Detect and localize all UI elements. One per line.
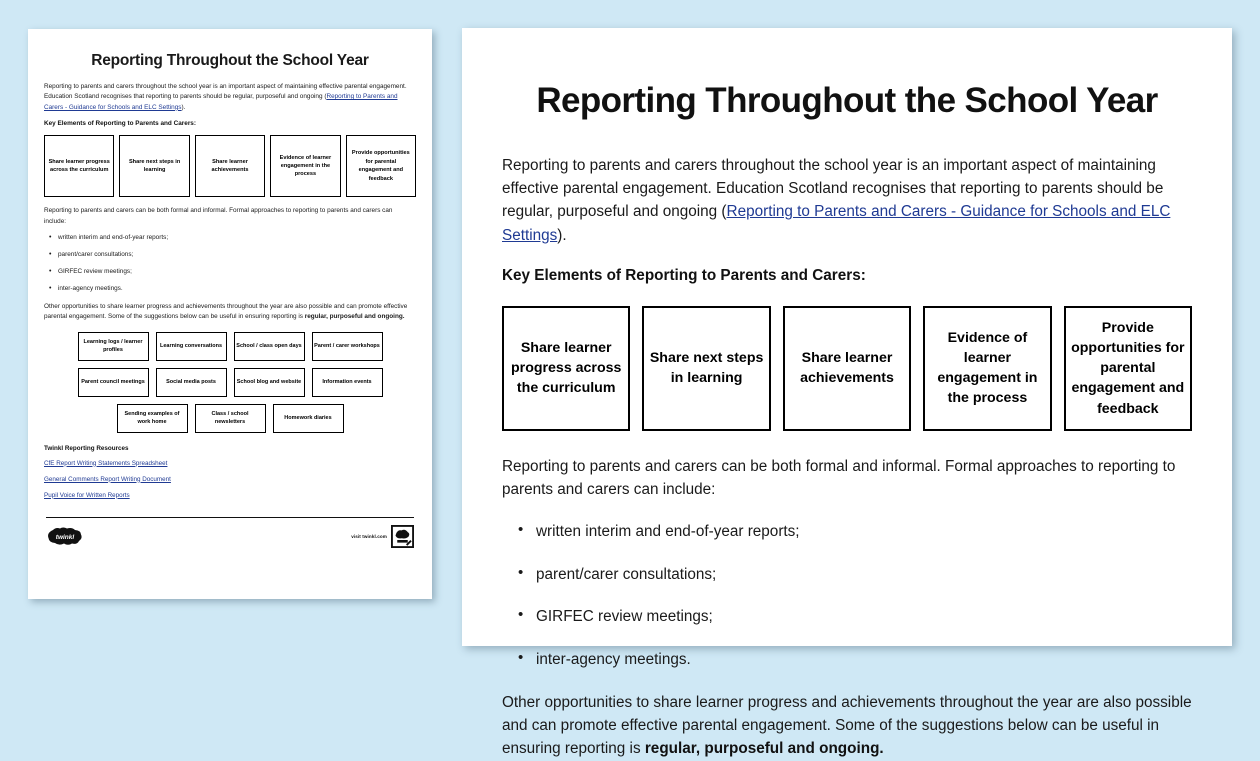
intro-paragraph	[502, 154, 1192, 247]
thumbnail-key-element-box: Share learner achievements	[195, 135, 265, 197]
thumbnail-key-element-box: Share learner progress across the curriculum	[44, 135, 114, 197]
key-element-box: Provide opportunities for parental engagement and feedback	[1064, 306, 1192, 431]
thumbnail-formal-list	[44, 234, 416, 294]
document-thumbnail-page[interactable]	[28, 29, 432, 599]
key-element-box: Evidence of learner engagement in the process	[923, 306, 1051, 431]
svg-text:twinkl: twinkl	[55, 533, 75, 541]
thumbnail-suggestions-row	[44, 332, 416, 361]
other-bold-text: regular, purposeful and ongoing.	[644, 740, 884, 758]
list-item: • GIRFEC review meetings;	[536, 606, 1192, 627]
document-preview-page[interactable]	[462, 28, 1232, 758]
key-element-box: Share learner progress across the curriculum	[502, 306, 630, 431]
footer-divider	[46, 517, 414, 518]
list-item: • parent/carer consultations;	[58, 251, 416, 260]
thumbnail-suggestions-grid	[44, 332, 416, 433]
visit-twinkl-text: visit twinkl.com	[351, 533, 387, 539]
suggestion-box: School blog and website	[234, 368, 305, 397]
resource-link[interactable]: CfE Report Writing Statements Spreadsheet	[44, 459, 168, 467]
thumbnail-other-paragraph	[44, 302, 416, 323]
formal-list	[502, 521, 1192, 670]
thumbnail-key-elements-heading: Key Elements of Reporting to Parents and Carers:	[44, 120, 196, 128]
twinkl-logo-icon	[46, 527, 84, 546]
list-item: • inter-agency meetings.	[58, 285, 416, 294]
thumbnail-key-elements-row	[44, 135, 416, 197]
intro-text-1: Reporting to parents and carers throughout the school year is an important aspect of maintaining effective parental engagement. Education Scotland recognises that reporting to parents should be regular, purposeful and ongoing (	[502, 156, 1164, 221]
thumbnail-intro-text-2: ).	[181, 103, 186, 111]
formal-paragraph: Reporting to parents and carers can be both formal and informal. Formal approaches to reporting to parents and carers can include:	[502, 457, 1176, 499]
thumbnail-page-title: Reporting Throughout the School Year	[91, 52, 369, 69]
thumbnail-key-element-box: Share next steps in learning	[119, 135, 189, 197]
thumbnail-formal-paragraph: Reporting to parents and carers can be both formal and informal. Formal approaches to reporting to parents and carers can include:	[44, 207, 393, 225]
suggestion-box: Learning logs / learner profiles	[78, 332, 149, 361]
list-item: • written interim and end-of-year reports;	[58, 234, 416, 243]
key-elements-heading: Key Elements of Reporting to Parents and Carers:	[502, 266, 866, 284]
guidance-link[interactable]: Reporting to Parents and Carers - Guidance for Schools and ELC Settings	[502, 203, 1171, 244]
resource-link[interactable]: General Comments Report Writing Document	[44, 475, 171, 483]
list-item: • written interim and end-of-year reports;	[536, 521, 1192, 542]
list-item: • inter-agency meetings.	[536, 649, 1192, 670]
suggestion-box: Information events	[312, 368, 383, 397]
list-item: • GIRFEC review meetings;	[58, 268, 416, 277]
thumbnail-other-bold: regular, purposeful and ongoing.	[304, 313, 405, 321]
thumbnail-key-element-box: Provide opportunities for parental engagement and feedback	[346, 135, 416, 197]
key-element-box: Share learner achievements	[783, 306, 911, 431]
thumbnail-intro-paragraph	[44, 82, 416, 113]
suggestion-box: School / class open days	[234, 332, 305, 361]
twinkl-badge-icon	[391, 525, 414, 548]
list-item: • parent/carer consultations;	[536, 564, 1192, 585]
suggestion-box: Parent council meetings	[78, 368, 149, 397]
resource-link[interactable]: Pupil Voice for Written Reports	[44, 491, 130, 499]
thumbnail-other-text: Other opportunities to share learner progress and achievements throughout the year are also possible and can promote effective parental engagement. Some of the suggestions below can be useful in ensuring reporting is	[44, 302, 408, 321]
key-elements-row	[502, 306, 1192, 431]
visit-twinkl-block	[351, 525, 414, 548]
suggestion-box: Class / school newsletters	[195, 404, 266, 433]
thumbnail-guidance-link[interactable]: Reporting to Parents and Carers - Guidance for Schools and ELC Settings	[44, 93, 398, 111]
thumbnail-key-element-box: Evidence of learner engagement in the process	[270, 135, 340, 197]
page-footer	[44, 525, 416, 548]
suggestion-box: Sending examples of work home	[117, 404, 188, 433]
key-element-box: Share next steps in learning	[642, 306, 770, 431]
thumbnail-intro-text-1: Reporting to parents and carers throughout the school year is an important aspect of maintaining effective parental engagement. Education Scotland recognises that reporting to parents should be regular, purposeful and ongoing (	[44, 83, 407, 101]
suggestion-box: Homework diaries	[273, 404, 344, 433]
page-title: Reporting Throughout the School Year	[536, 81, 1158, 120]
other-text: Other opportunities to share learner progress and achievements throughout the year are also possible and can promote effective parental engagement. Some of the suggestions below can be useful in ensuring reporting is	[502, 693, 1192, 758]
thumbnail-suggestions-row	[44, 368, 416, 397]
thumbnail-suggestions-row	[44, 404, 416, 433]
suggestion-box: Learning conversations	[156, 332, 227, 361]
other-opportunities-paragraph	[502, 691, 1192, 761]
intro-text-2: ).	[557, 226, 567, 244]
suggestion-box: Parent / carer workshops	[312, 332, 383, 361]
suggestion-box: Social media posts	[156, 368, 227, 397]
thumbnail-resources-heading: Twinkl Reporting Resources	[44, 444, 129, 452]
